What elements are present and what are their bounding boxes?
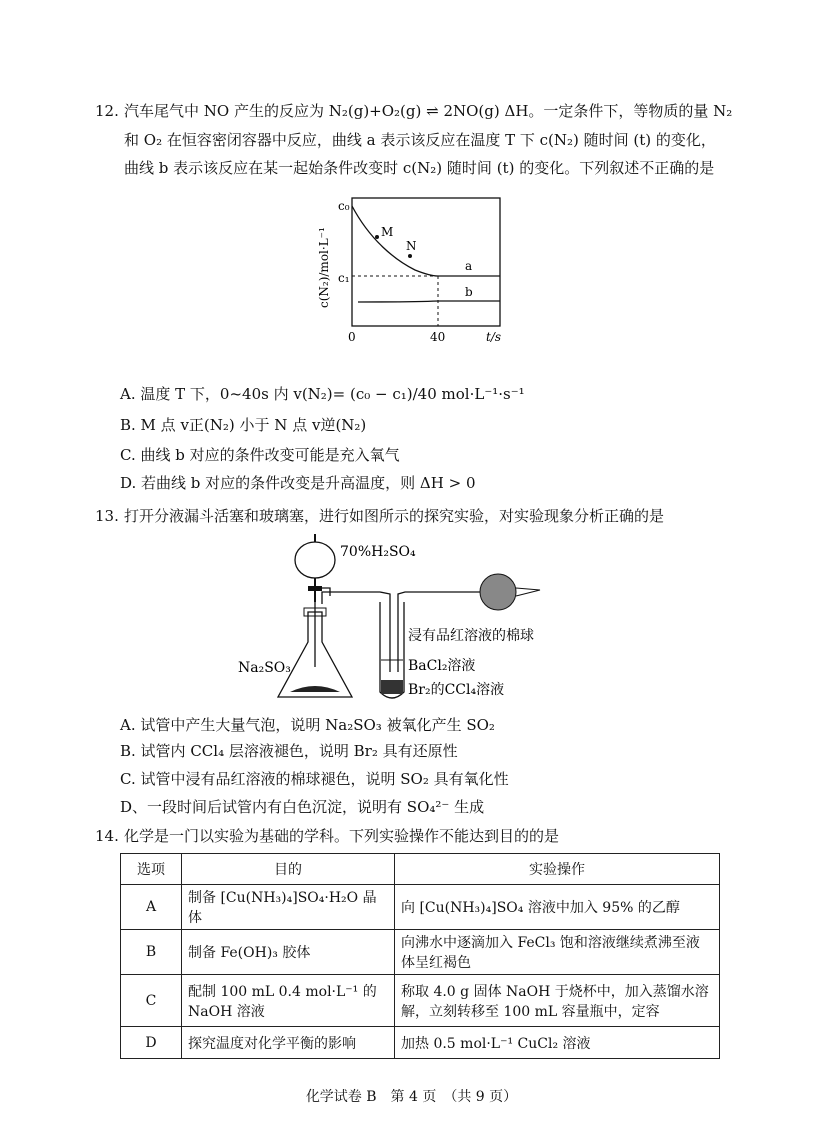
header-purpose: 目的 bbox=[182, 854, 395, 885]
table-row bbox=[121, 930, 720, 975]
x-tick-0: 0 bbox=[348, 330, 356, 344]
row-purpose: 探究温度对化学平衡的影响 bbox=[182, 1027, 395, 1059]
chart-frame bbox=[352, 198, 500, 326]
row-option: B bbox=[121, 930, 182, 975]
q12-number: 12. bbox=[95, 102, 119, 120]
funnel-bulb bbox=[295, 542, 335, 578]
q13-option-a: A. 试管中产生大量气泡，说明 Na₂SO₃ 被氧化产生 SO₂ bbox=[120, 716, 495, 734]
series-a-label: a bbox=[465, 259, 473, 273]
q13-apparatus bbox=[230, 532, 650, 712]
q12-line2: 和 O₂ 在恒容密闭容器中反应，曲线 a 表示该反应在温度 T 下 c(N₂) 随时间 (t) 的变化， bbox=[124, 131, 716, 149]
q12-option-a: A. 温度 T 下，0~40s 内 v(N₂)= (c₀ − c₁)/40 mol·L⁻¹·s⁻¹ bbox=[120, 385, 525, 403]
x-axis-label: t/s bbox=[486, 330, 502, 344]
svg-text:BaCl₂溶液: BaCl₂溶液 bbox=[408, 658, 476, 674]
q14-text: 化学是一门以实验为基础的学科。下列实验操作不能达到目的的是 bbox=[124, 827, 560, 845]
row-option: D bbox=[121, 1027, 182, 1059]
point-M-label: M bbox=[381, 225, 394, 239]
svg-text:70%H₂SO₄: 70%H₂SO₄ bbox=[340, 544, 416, 560]
q14-number: 14. bbox=[95, 827, 119, 845]
q14-table bbox=[120, 853, 720, 1059]
row-purpose: 配制 100 mL 0.4 mol·L⁻¹ 的 NaOH 溶液 bbox=[182, 975, 395, 1027]
row-operation: 向 [Cu(NH₃)₄]SO₄ 溶液中加入 95% 的乙醇 bbox=[395, 885, 720, 930]
series-b-label: b bbox=[465, 285, 473, 299]
q12-option-d: D. 若曲线 b 对应的条件改变是升高温度，则 ΔH > 0 bbox=[120, 474, 476, 492]
row-purpose: 制备 [Cu(NH₃)₄]SO₄·H₂O 晶体 bbox=[182, 885, 395, 930]
q12-option-b: B. M 点 v正(N₂) 小于 N 点 v逆(N₂) bbox=[120, 416, 367, 434]
header-option: 选项 bbox=[121, 854, 182, 885]
point-M bbox=[375, 235, 379, 239]
q13-option-b: B. 试管内 CCl₄ 层溶液褪色，说明 Br₂ 具有还原性 bbox=[120, 742, 458, 760]
table-row bbox=[121, 975, 720, 1027]
table-row bbox=[121, 1027, 720, 1059]
svg-text:Br₂的CCl₄溶液: Br₂的CCl₄溶液 bbox=[408, 682, 505, 698]
series-b-curve bbox=[358, 301, 500, 302]
q12-chart bbox=[300, 190, 530, 350]
row-option: C bbox=[121, 975, 182, 1027]
series-a-curve bbox=[352, 206, 500, 276]
y-tick-c0: c₀ bbox=[338, 199, 350, 213]
cotton-ball bbox=[480, 574, 516, 610]
q13-option-d: D、一段时间后试管内有白色沉淀，说明有 SO₄²⁻ 生成 bbox=[120, 798, 485, 816]
x-tick-40: 40 bbox=[430, 330, 446, 344]
y-axis-label: c(N₂)/mol·L⁻¹ bbox=[317, 227, 331, 308]
row-operation: 称取 4.0 g 固体 NaOH 于烧杯中，加入蒸馏水溶解，立刻转移至 100 mL 容量瓶中，定容 bbox=[395, 975, 720, 1027]
svg-text:浸有品红溶液的棉球: 浸有品红溶液的棉球 bbox=[408, 628, 534, 644]
header-operation: 实验操作 bbox=[395, 854, 720, 885]
row-operation: 向沸水中逐滴加入 FeCl₃ 饱和溶液继续煮沸至液体呈红褐色 bbox=[395, 930, 720, 975]
q13-text: 打开分液漏斗活塞和玻璃塞，进行如图所示的探究实验，对实验现象分析正确的是 bbox=[124, 507, 665, 525]
q12-line3: 曲线 b 表示该反应在某一起始条件改变时 c(N₂) 随时间 (t) 的变化。下列叙述不正确的是 bbox=[124, 159, 715, 177]
ccl4-layer bbox=[381, 680, 403, 694]
table-row bbox=[121, 885, 720, 930]
row-purpose: 制备 Fe(OH)₃ 胶体 bbox=[182, 930, 395, 975]
row-option: A bbox=[121, 885, 182, 930]
point-N bbox=[408, 254, 412, 258]
na2so3-solid bbox=[290, 686, 340, 692]
q12-option-c: C. 曲线 b 对应的条件改变可能是充入氧气 bbox=[120, 446, 400, 464]
table-header-row bbox=[121, 854, 720, 885]
q13-option-c: C. 试管中浸有品红溶液的棉球褪色，说明 SO₂ 具有氧化性 bbox=[120, 770, 509, 788]
row-operation: 加热 0.5 mol·L⁻¹ CuCl₂ 溶液 bbox=[395, 1027, 720, 1059]
y-tick-c1: c₁ bbox=[338, 271, 350, 285]
q13-number: 13. bbox=[95, 507, 119, 525]
page-footer: 化学试卷 B 第 4 页 （共 9 页） bbox=[305, 1089, 518, 1105]
q12-line1: 汽车尾气中 NO 产生的反应为 N₂(g)+O₂(g) ⇌ 2NO(g) ΔH。一定条件下，等物质的量 N₂ bbox=[124, 102, 733, 120]
point-N-label: N bbox=[406, 239, 417, 253]
svg-text:Na₂SO₃: Na₂SO₃ bbox=[238, 660, 291, 676]
